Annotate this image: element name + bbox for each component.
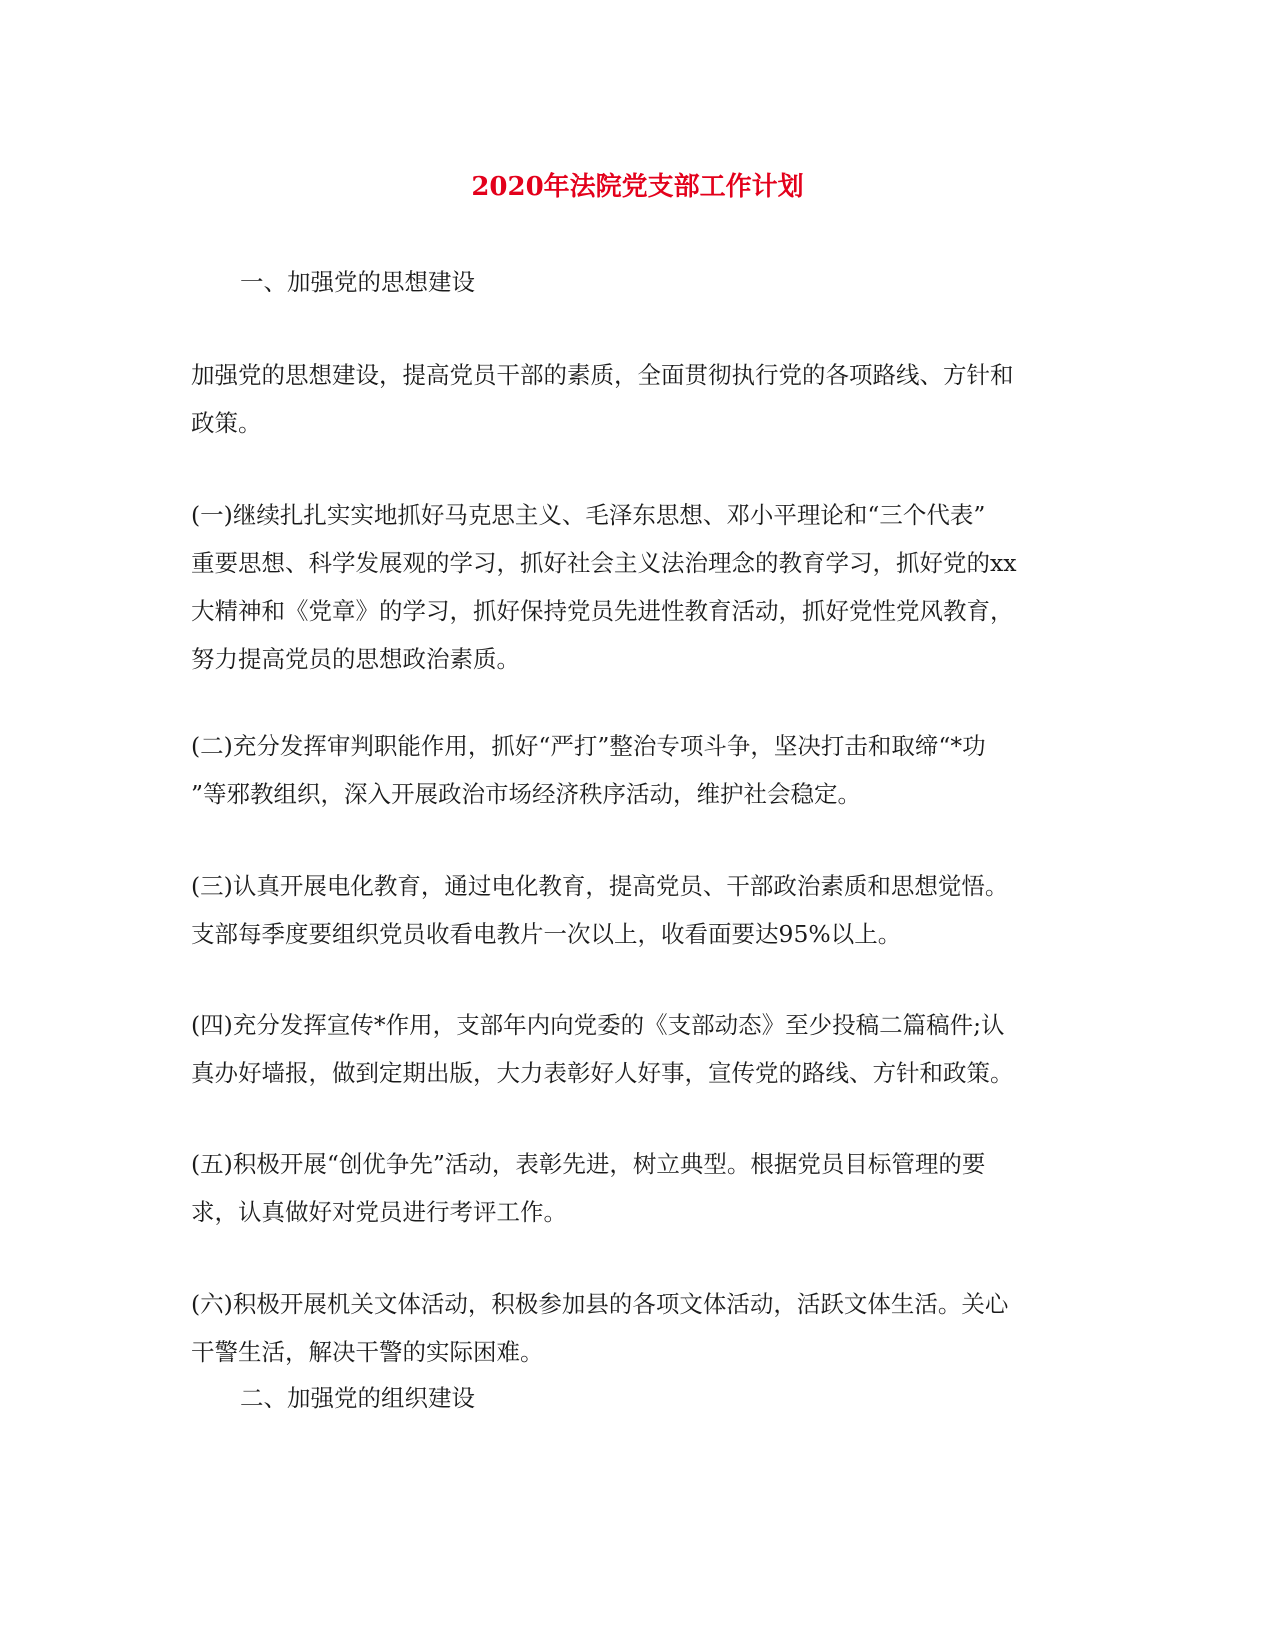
- section-heading-1: 一、加强党的思想建设: [240, 268, 475, 296]
- document-title: 2020年法院党支部工作计划: [471, 172, 804, 202]
- paragraph-line: 政策。: [191, 409, 262, 437]
- paragraph-line: 努力提高党员的思想政治素质。: [191, 645, 520, 673]
- paragraph-line: 干警生活，解决干警的实际困难。: [191, 1338, 544, 1366]
- paragraph-line: (一)继续扎扎实实地抓好马克思主义、毛泽东思想、邓小平理论和“三个代表”: [191, 501, 986, 529]
- paragraph-line: ”等邪教组织，深入开展政治市场经济秩序活动，维护社会稳定。: [191, 780, 862, 808]
- paragraph-line: (四)充分发挥宣传*作用，支部年内向党委的《支部动态》至少投稿二篇稿件;认: [191, 1011, 1005, 1039]
- section-heading-2: 二、加强党的组织建设: [240, 1384, 475, 1412]
- item-paragraph-3: [191, 862, 1076, 958]
- paragraph-line: 求，认真做好对党员进行考评工作。: [191, 1198, 567, 1226]
- intro-paragraph: [191, 351, 1076, 447]
- paragraph-line: (五)积极开展“创优争先”活动，表彰先进，树立典型。根据党员目标管理的要: [191, 1150, 986, 1178]
- paragraph-line: (二)充分发挥审判职能作用，抓好“严打”整治专项斗争，坚决打击和取缔“*功: [191, 732, 986, 760]
- item-paragraph-4: [191, 1001, 1076, 1097]
- paragraph-line: 支部每季度要组织党员收看电教片一次以上，收看面要达95%以上。: [191, 920, 902, 948]
- paragraph-line: 大精神和《党章》的学习，抓好保持党员先进性教育活动，抓好党性党风教育，: [191, 597, 1014, 625]
- paragraph-line: (六)积极开展机关文体活动，积极参加县的各项文体活动，活跃文体生活。关心: [191, 1290, 1009, 1318]
- item-paragraph-1: [191, 491, 1076, 683]
- item-paragraph-5: [191, 1140, 1076, 1236]
- paragraph-line: 加强党的思想建设，提高党员干部的素质，全面贯彻执行党的各项路线、方针和: [191, 361, 1014, 389]
- paragraph-line: (三)认真开展电化教育，通过电化教育，提高党员、干部政治素质和思想觉悟。: [191, 872, 1009, 900]
- paragraph-line: 真办好墙报，做到定期出版，大力表彰好人好事，宣传党的路线、方针和政策。: [191, 1059, 1014, 1087]
- item-paragraph-6: [191, 1280, 1076, 1376]
- paragraph-line: 重要思想、科学发展观的学习，抓好社会主义法治理念的教育学习，抓好党的xx: [191, 549, 1017, 577]
- item-paragraph-2: [191, 722, 1076, 818]
